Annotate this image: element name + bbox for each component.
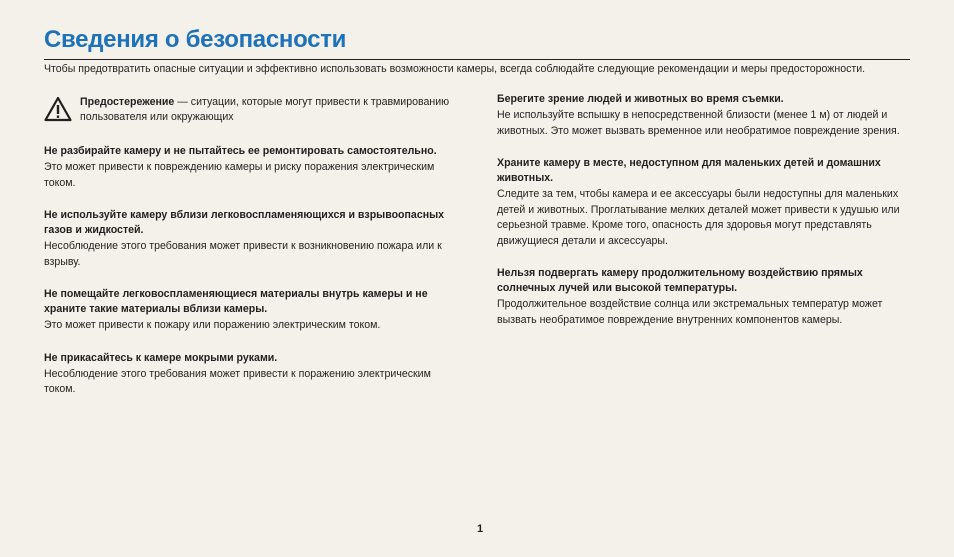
- safety-item-body: Несоблюдение этого требования может привести к возникновению пожара или к взрыву.: [44, 240, 442, 268]
- safety-item: [497, 92, 915, 139]
- safety-item-heading: Берегите зрение людей и животных во время съемки.: [497, 93, 784, 105]
- caution-term: Предостережение: [80, 96, 175, 108]
- intro-text: Чтобы предотвратить опасные ситуации и эффективно использовать возможности камеры, всегда соблюдайте следующие рекомендации и меры предосторожности.: [44, 63, 866, 75]
- safety-item: [44, 351, 462, 398]
- safety-item-body: Следите за тем, чтобы камера и ее аксессуары были недоступны для маленьких детей и животных. Проглатывание мелких деталей может привести к удушью или серьезной травме. Кроме того, опасность для здоровья могут представлять движущиеся детали и аксессуары.: [497, 188, 900, 247]
- safety-item: [497, 266, 915, 328]
- warning-triangle-icon: [44, 96, 72, 122]
- caution-legend: [44, 95, 462, 125]
- safety-item: [44, 144, 462, 191]
- safety-item: [44, 287, 462, 334]
- title-divider: [44, 59, 910, 60]
- safety-item: [497, 156, 915, 249]
- safety-item-body: Несоблюдение этого требования может привести к поражению электрическим током.: [44, 367, 431, 395]
- safety-item: [44, 208, 462, 270]
- safety-item-body: Продолжительное воздействие солнца или экстремальных температур может вызвать необратимое повреждение внутренних компонентов камеры.: [497, 298, 883, 326]
- page-number: 1: [476, 523, 484, 535]
- caution-text: — ситуации, которые могут привести к травмированию пользователя или окружающих: [80, 96, 450, 123]
- safety-item-heading: Не помещайте легковоспламеняющиеся материалы внутрь камеры и не храните такие материалы вблизи камеры.: [44, 288, 428, 315]
- right-column: [497, 92, 915, 345]
- safety-item-body: Не используйте вспышку в непосредственной близости (менее 1 м) от людей и животных. Это может вызвать временное или необратимое повреждение зрения.: [497, 109, 900, 137]
- safety-item-heading: Не используйте камеру вблизи легковоспламеняющихся и взрывоопасных газов и жидкостей.: [44, 209, 445, 236]
- page-title: Сведения о безопасности: [44, 26, 347, 53]
- safety-item-heading: Не разбирайте камеру и не пытайтесь ее ремонтировать самостоятельно.: [44, 145, 437, 157]
- left-column: [44, 92, 462, 415]
- safety-item-body: Это может привести к пожару или поражению электрическим током.: [44, 319, 381, 331]
- safety-item-heading: Не прикасайтесь к камере мокрыми руками.: [44, 351, 278, 364]
- caution-description: [80, 95, 462, 125]
- safety-item-heading: Храните камеру в месте, недоступном для маленьких детей и домашних животных.: [497, 157, 881, 184]
- safety-item-body: Это может привести к повреждению камеры и риску поражения электрическим током.: [44, 161, 435, 189]
- safety-item-heading: Нельзя подвергать камеру продолжительному воздействию прямых солнечных лучей или высокой температуры.: [497, 267, 863, 294]
